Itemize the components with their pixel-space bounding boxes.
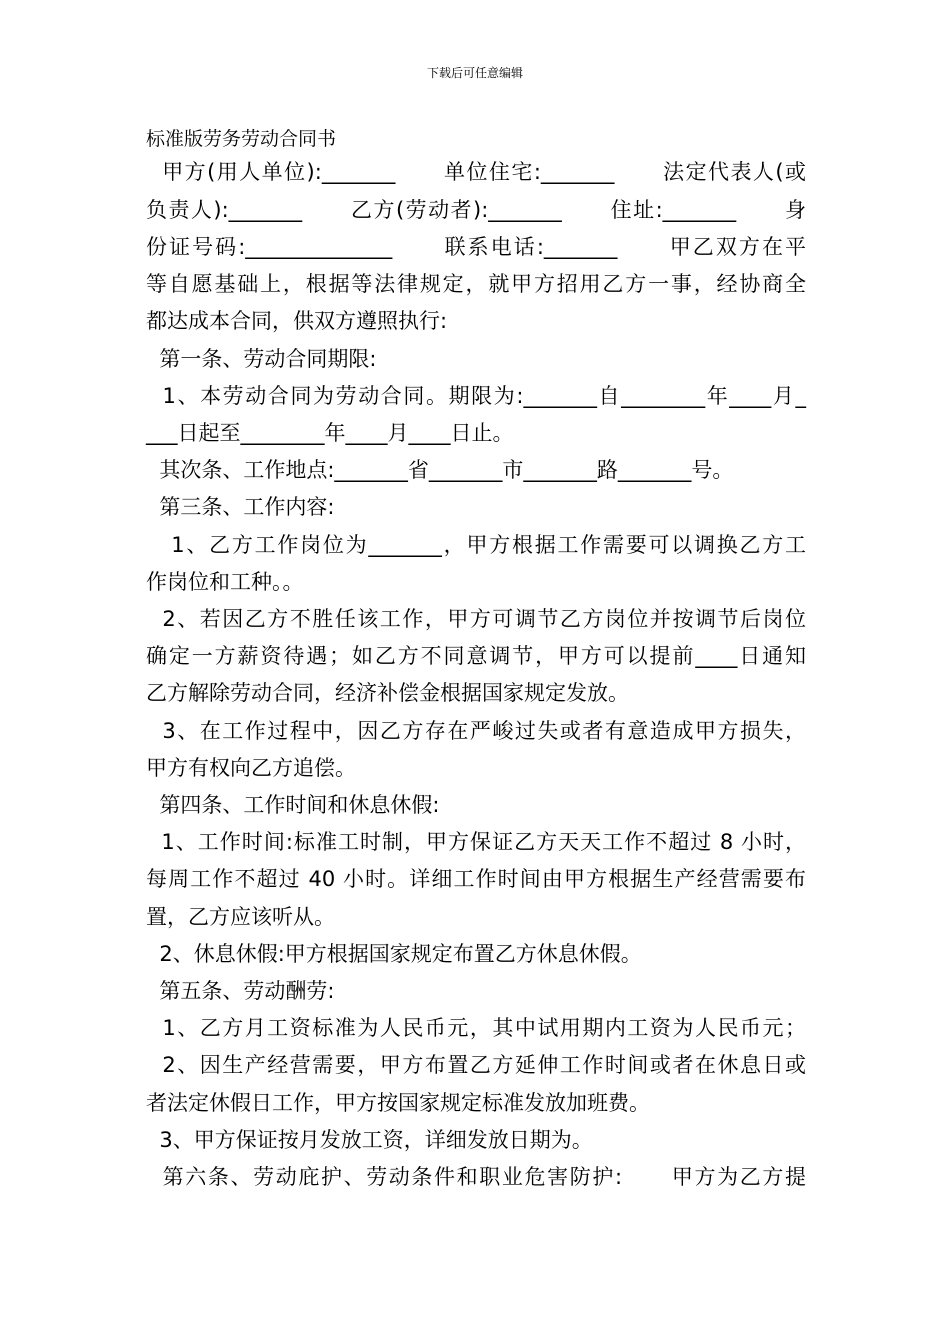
- body-line: 1、工作时间:标准工时制，甲方保证乙方天天工作不超过 8 小时，: [146, 830, 806, 854]
- body-line: ___日起至________年____月____日止。: [146, 421, 514, 445]
- body-line: 甲方有权向乙方追偿。: [146, 756, 356, 780]
- body-line: 1、乙方工作岗位为_______，甲方根据工作需要可以调换乙方工: [146, 533, 806, 557]
- page-header: 下载后可任意编辑: [426, 66, 523, 80]
- body-line: 作岗位和工种。。: [146, 570, 304, 594]
- body-line: 置，乙方应该听从。: [146, 905, 335, 929]
- body-line: 1、乙方月工资标准为人民币元，其中试用期内工资为人民币元；: [146, 1016, 806, 1040]
- section-heading: 第三条、工作内容:: [146, 495, 335, 519]
- body-line: 每周工作不超过 40 小时。详细工作时间由甲方根据生产经营需要布: [146, 867, 806, 891]
- section-heading: 第六条、劳动庇护、劳动条件和职业危害防护: 甲方为乙方提: [146, 1165, 806, 1189]
- body-line: 3、在工作过程中，因乙方存在严峻过失或者有意造成甲方损失，: [146, 719, 806, 743]
- body-line: 1、本劳动合同为劳动合同。期限为:_______自________年____月_: [146, 384, 806, 408]
- body-line: 2、因生产经营需要，甲方布置乙方延伸工作时间或者在休息日或: [146, 1053, 806, 1077]
- body-line: 2、若因乙方不胜任该工作，甲方可调节乙方岗位并按调节后岗位: [146, 607, 806, 631]
- body-line: 者法定休假日工作，甲方按国家规定标准发放加班费。: [146, 1091, 650, 1115]
- section-heading: 第四条、工作时间和休息休假:: [146, 793, 440, 817]
- body-line: 3、甲方保证按月发放工资，详细发放日期为。: [146, 1128, 593, 1152]
- section-heading: 第一条、劳动合同期限:: [146, 347, 377, 371]
- body-line: 乙方解除劳动合同，经济补偿金根据国家规定发放。: [146, 681, 629, 705]
- section-heading: 第五条、劳动酬劳:: [146, 979, 335, 1003]
- body-line: 等自愿基础上，根据等法律规定，就甲方招用乙方一事，经协商全: [146, 272, 806, 296]
- body-line: 2、休息休假:甲方根据国家规定布置乙方休息休假。: [146, 942, 642, 966]
- body-line: 甲方(用人单位):_______ 单位住宅:_______ 法定代表人(或: [146, 160, 806, 184]
- body-line: 负责人):_______ 乙方(劳动者):_______ 住址:_______ 身: [146, 198, 806, 222]
- body-line: 份证号码:______________ 联系电话:_______ 甲乙双方在平: [146, 235, 806, 259]
- body-line: 都达成本合同，供双方遵照执行:: [146, 309, 448, 333]
- body-line: 确定一方薪资待遇；如乙方不同意调节，甲方可以提前____日通知: [146, 644, 806, 668]
- section-heading: 其次条、工作地点:_______省_______市_______路_______号。: [146, 458, 734, 482]
- document-title: 标准版劳务劳动合同书: [146, 128, 337, 150]
